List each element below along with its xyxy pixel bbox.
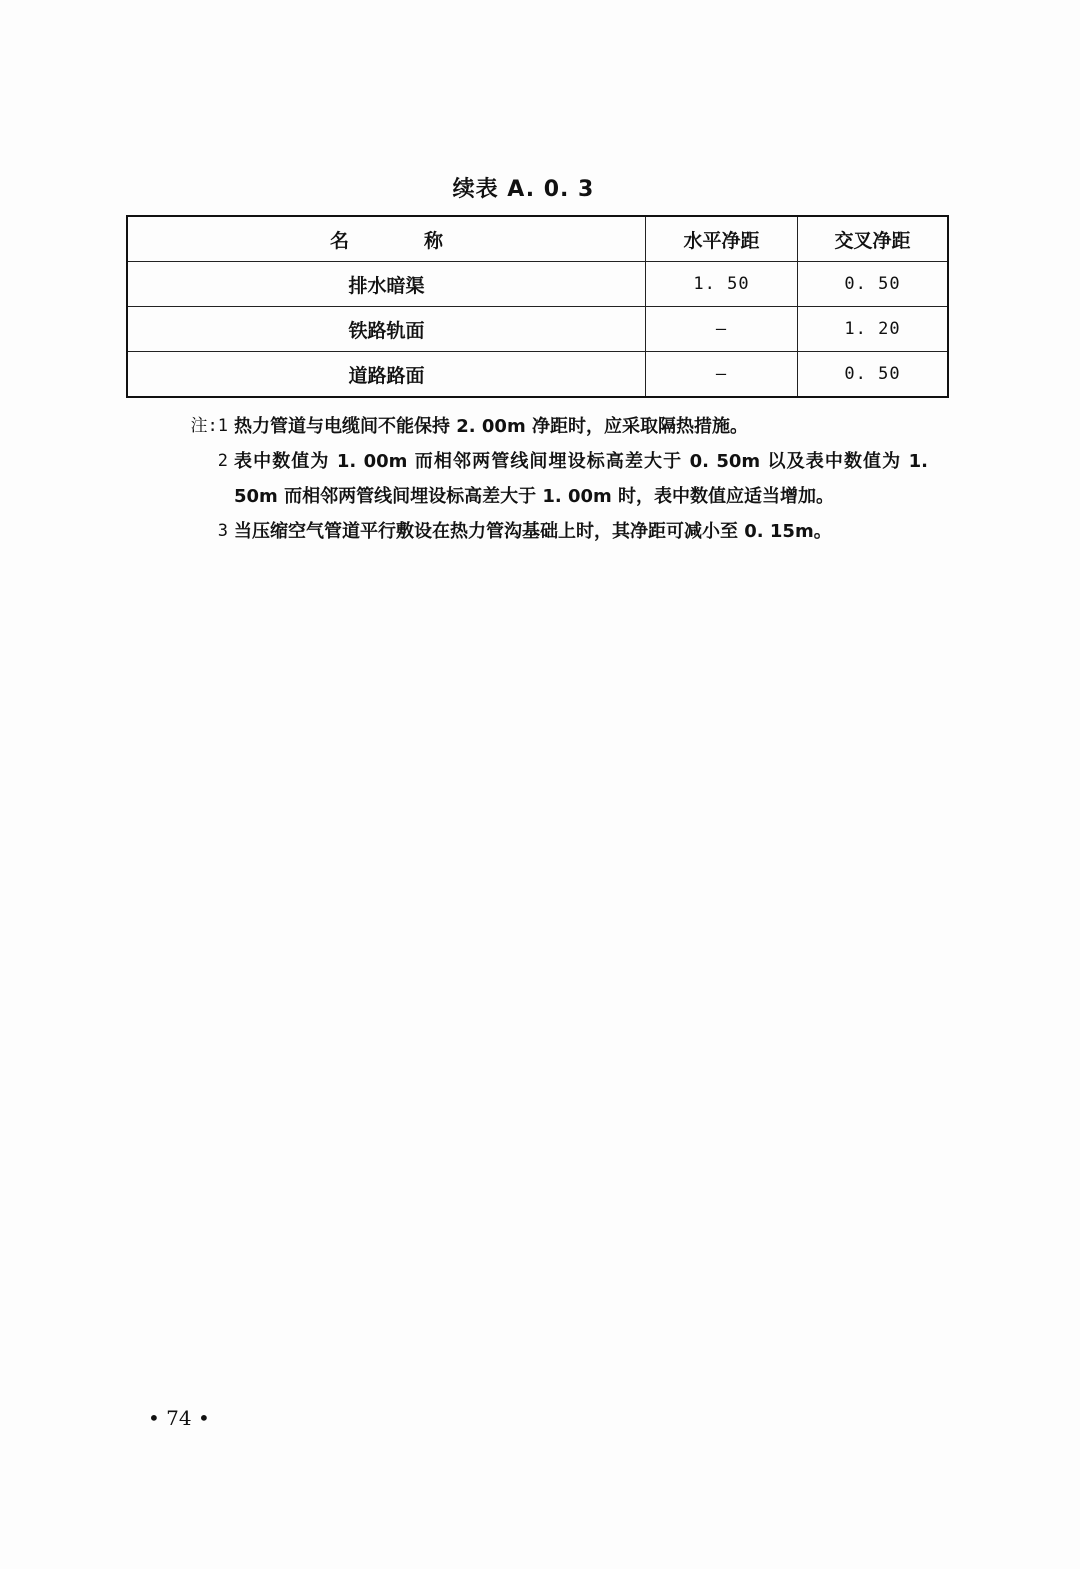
cell-crossing: 0. 50 [798,262,949,307]
table-row [127,307,948,352]
clearance-table [126,215,949,398]
cell-name: 排水暗渠 [127,262,646,307]
table-row [127,352,948,398]
cell-name: 道路路面 [127,352,646,398]
header-crossing-clearance: 交叉净距 [798,216,949,262]
table-notes [168,409,928,549]
note-marker: 注:1 [190,416,228,436]
note-marker: 3 [217,521,228,541]
cell-crossing: 0. 50 [798,352,949,398]
note-text: 热力管道与电缆间不能保持 2. 00m 净距时，应采取隔热措施。 [234,416,748,437]
header-name: 名 称 [127,216,646,262]
cell-horizontal: — [646,307,798,352]
cell-horizontal: — [646,352,798,398]
note-text: 表中数值为 1. 00m 而相邻两管线间埋设标高差大于 0. 50m 以及表中数值为 1. 50m 而相邻两管线间埋设标高差大于 1. 00m 时，表中数值应适当增加。 [234,451,928,507]
note-item [168,409,928,444]
cell-name: 铁路轨面 [127,307,646,352]
table-title: 续表 A. 0. 3 [452,177,595,202]
table-row [127,262,948,307]
cell-crossing: 1. 20 [798,307,949,352]
note-item [168,514,928,549]
cell-horizontal: 1. 50 [646,262,798,307]
page-number: • 74 • [148,1406,210,1430]
note-item [168,444,928,514]
table-header-row [127,216,948,262]
header-horizontal-clearance: 水平净距 [646,216,798,262]
note-text: 当压缩空气管道平行敷设在热力管沟基础上时，其净距可减小至 0. 15m。 [234,521,832,542]
note-marker: 2 [217,451,228,471]
